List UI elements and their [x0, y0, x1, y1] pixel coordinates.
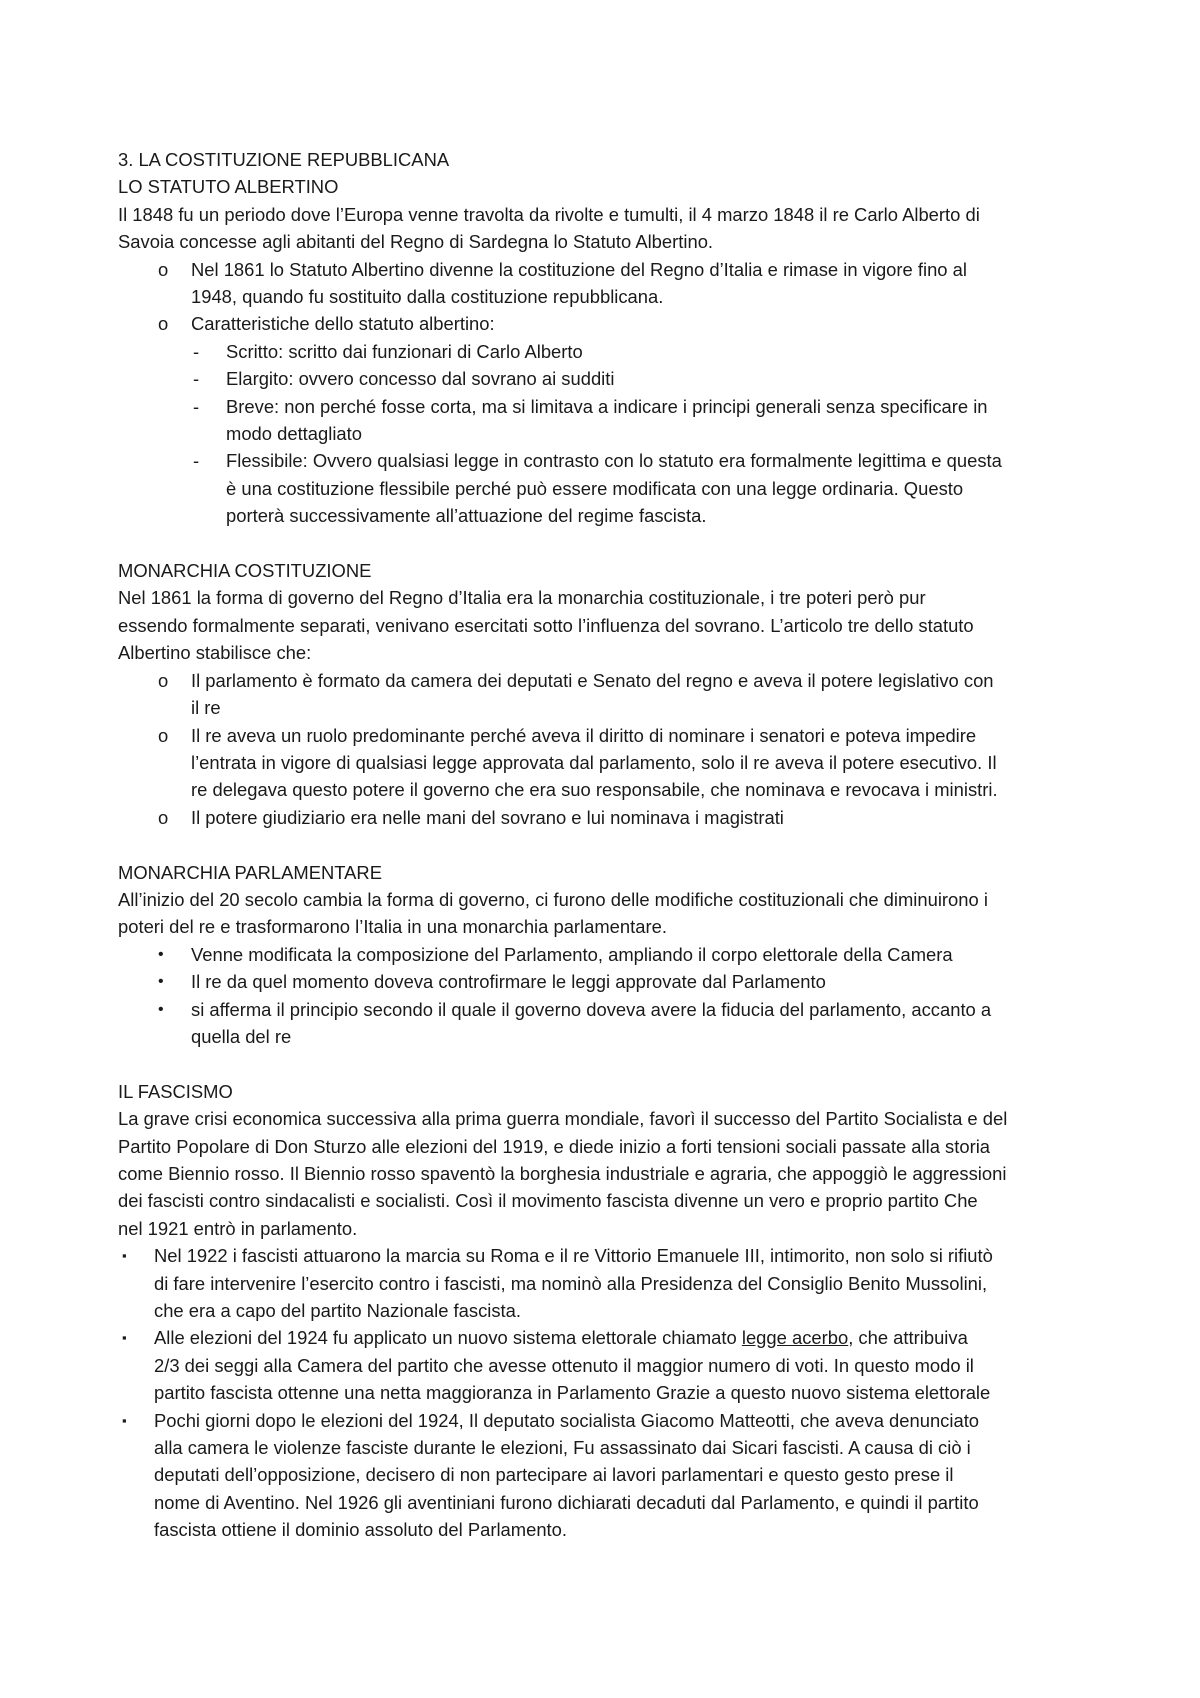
section-heading-il-fascismo: IL FASCISMO	[118, 1080, 233, 1102]
dash-bullet-icon: -	[193, 450, 200, 472]
list-item-line: il re	[191, 697, 221, 719]
list-item-line: re delegava questo potere il governo che era suo responsabile, che nominava e revocava i ministri.	[191, 779, 998, 801]
paragraph-line: Savoia concesse agli abitanti del Regno di Sardegna lo Statuto Albertino.	[118, 231, 714, 253]
paragraph-line: essendo formalmente separati, venivano esercitati sotto l’influenza del sovrano. L’articolo tre dello statuto	[118, 614, 974, 636]
square-bullet-icon: ▪	[122, 1330, 127, 1346]
sublist-item	[118, 338, 1098, 365]
dot-bullet-icon: •	[158, 1000, 164, 1018]
list-item	[118, 996, 1098, 1051]
paragraph-line: come Biennio rosso. Il Biennio rosso spaventò la borghesia industriale e agraria, che appoggiò le aggressioni	[118, 1162, 1007, 1184]
list-item-line: Nel 1922 i fascisti attuarono la marcia su Roma e il re Vittorio Emanuele III, intimorito, non solo si rifiutò	[154, 1245, 993, 1267]
document-title: 3. LA COSTITUZIONE REPUBBLICANA	[118, 149, 450, 170]
section-heading-statuto-albertino: LO STATUTO ALBERTINO	[118, 176, 339, 198]
list-item-line: alla camera le violenze fasciste durante le elezioni, Fu assassinato dai Sicari fascisti. A causa di ciò i	[154, 1437, 971, 1459]
sublist-item	[118, 447, 1098, 529]
square-bullet-icon: ▪	[122, 1248, 127, 1264]
dash-bullet-icon: -	[193, 368, 200, 390]
paragraph-line: La grave crisi economica successiva alla prima guerra mondiale, favorì il successo del Partito Socialista e del	[118, 1108, 1008, 1130]
paragraph-line: nel 1921 entrò in parlamento.	[118, 1217, 358, 1239]
list-item	[118, 1324, 1098, 1406]
paragraph-line: Partito Popolare di Don Sturzo alle elezioni del 1919, e diede inizio a forti tensioni sociali passate alla storia	[118, 1135, 991, 1157]
square-bullet-icon: ▪	[122, 1412, 127, 1428]
list-item	[118, 1407, 1098, 1544]
paragraph-line: All’inizio del 20 secolo cambia la forma di governo, ci furono delle modifiche costituzionali che diminuirono i	[118, 888, 988, 910]
paragraph-line: Albertino stabilisce che:	[118, 642, 312, 664]
list-item-line: 2/3 dei seggi alla Camera del partito che avesse ottenuto il maggior numero di voti. In questo modo il	[154, 1354, 974, 1376]
legge-acerbo-underlined-text: legge acerbo	[741, 1327, 849, 1349]
list-item-line: Scritto: scritto dai funzionari di Carlo Alberto	[226, 340, 583, 362]
list-item-line: partito fascista ottenne una netta maggioranza in Parlamento Grazie a questo nuovo sistema elettorale	[154, 1382, 991, 1404]
paragraph-line: Il 1848 fu un periodo dove l’Europa venne travolta da rivolte e tumulti, il 4 marzo 1848 il re Carlo Alberto di	[118, 203, 980, 225]
circle-bullet-icon: o	[158, 313, 169, 335]
list-item-line: che era a capo del partito Nazionale fascista.	[154, 1300, 522, 1322]
list-item-line: Flessibile: Ovvero qualsiasi legge in contrasto con lo statuto era formalmente legittima e questa	[226, 450, 1002, 472]
list-item-line: quella del re	[191, 1025, 292, 1047]
paragraph-spacer	[118, 1050, 1098, 1077]
sublist-item	[118, 365, 1098, 392]
list-item-line: Il re aveva un ruolo predominante perché aveva il diritto di nominare i senatori e poteva impedire	[191, 724, 977, 746]
list-item	[118, 256, 1098, 311]
list-item-line: Pochi giorni dopo le elezioni del 1924, Il deputato socialista Giacomo Matteotti, che aveva denunciato	[154, 1409, 980, 1431]
list-item-line: porterà successivamente all’attuazione del regime fascista.	[226, 505, 707, 527]
list-item	[118, 722, 1098, 804]
list-item	[118, 1242, 1098, 1324]
text-run: , che attribuiva	[848, 1327, 968, 1349]
circle-bullet-icon: o	[158, 724, 169, 746]
circle-bullet-icon: o	[158, 806, 169, 828]
list-item	[118, 310, 1098, 337]
paragraph-spacer	[118, 530, 1098, 557]
list-item	[118, 804, 1098, 831]
list-item-line: Breve: non perché fosse corta, ma si limitava a indicare i principi generali senza specificare in	[226, 395, 988, 417]
list-item-line: modo dettagliato	[226, 423, 362, 445]
list-item-line: Caratteristiche dello statuto albertino:	[191, 313, 495, 335]
list-item-line: nome di Aventino. Nel 1926 gli aventiniani furono dichiarati decaduti dal Parlamento, e quindi il partito	[154, 1491, 979, 1513]
sublist-item	[118, 393, 1098, 448]
dot-bullet-icon: •	[158, 973, 164, 991]
circle-bullet-icon: o	[158, 258, 169, 280]
section-heading-monarchia-costituzione: MONARCHIA COSTITUZIONE	[118, 560, 372, 582]
list-item	[118, 667, 1098, 722]
list-item-line: Il re da quel momento doveva controfirmare le leggi approvate dal Parlamento	[191, 971, 826, 993]
list-item-line: Il parlamento è formato da camera dei deputati e Senato del regno e aveva il potere legislativo con	[191, 669, 994, 691]
paragraph-line: Nel 1861 la forma di governo del Regno d’Italia era la monarchia costituzionale, i tre poteri però pur	[118, 587, 926, 609]
paragraph-spacer	[118, 831, 1098, 858]
paragraph-line: dei fascisti contro sindacalisti e socialisti. Così il movimento fascista divenne un vero e proprio partito Che	[118, 1190, 978, 1212]
list-item-line: è una costituzione flessibile perché può essere modificata con una legge ordinaria. Questo	[226, 477, 964, 499]
list-item-line: fascista ottiene il dominio assoluto del Parlamento.	[154, 1519, 567, 1541]
list-item-line: Venne modificata la composizione del Parlamento, ampliando il corpo elettorale della Camera	[191, 943, 953, 965]
list-item-line: Il potere giudiziario era nelle mani del sovrano e lui nominava i magistrati	[191, 806, 784, 828]
circle-bullet-icon: o	[158, 669, 169, 691]
dash-bullet-icon: -	[193, 395, 200, 417]
list-item	[118, 968, 1098, 995]
text-run: Alle elezioni del 1924 fu applicato un nuovo sistema elettorale chiamato	[154, 1327, 742, 1349]
list-item-line	[154, 1324, 1098, 1351]
list-item-line: si afferma il principio secondo il quale il governo doveva avere la fiducia del parlamento, accanto a	[191, 998, 992, 1020]
section-heading-monarchia-parlamentare: MONARCHIA PARLAMENTARE	[118, 861, 382, 883]
list-item-line: l’entrata in vigore di qualsiasi legge approvata dal parlamento, solo il re aveva il potere esecutivo. Il	[191, 751, 997, 773]
dot-bullet-icon: •	[158, 945, 164, 963]
list-item-line: Elargito: ovvero concesso dal sovrano ai sudditi	[226, 368, 615, 390]
list-item-line: deputati dell’opposizione, decisero di non partecipare ai lavori parlamentari e questo gesto prese il	[154, 1464, 954, 1486]
document-body	[118, 146, 1098, 1544]
list-item-line: Nel 1861 lo Statuto Albertino divenne la costituzione del Regno d’Italia e rimase in vigore fino al	[191, 258, 967, 280]
list-item-line: 1948, quando fu sostituito dalla costituzione repubblicana.	[191, 286, 664, 308]
list-item-line: di fare intervenire l’esercito contro i fascisti, ma nominò alla Presidenza del Consiglio Benito Mussolini,	[154, 1272, 988, 1294]
paragraph-line: poteri del re e trasformarono l’Italia in una monarchia parlamentare.	[118, 916, 667, 938]
list-item	[118, 941, 1098, 968]
dash-bullet-icon: -	[193, 340, 200, 362]
